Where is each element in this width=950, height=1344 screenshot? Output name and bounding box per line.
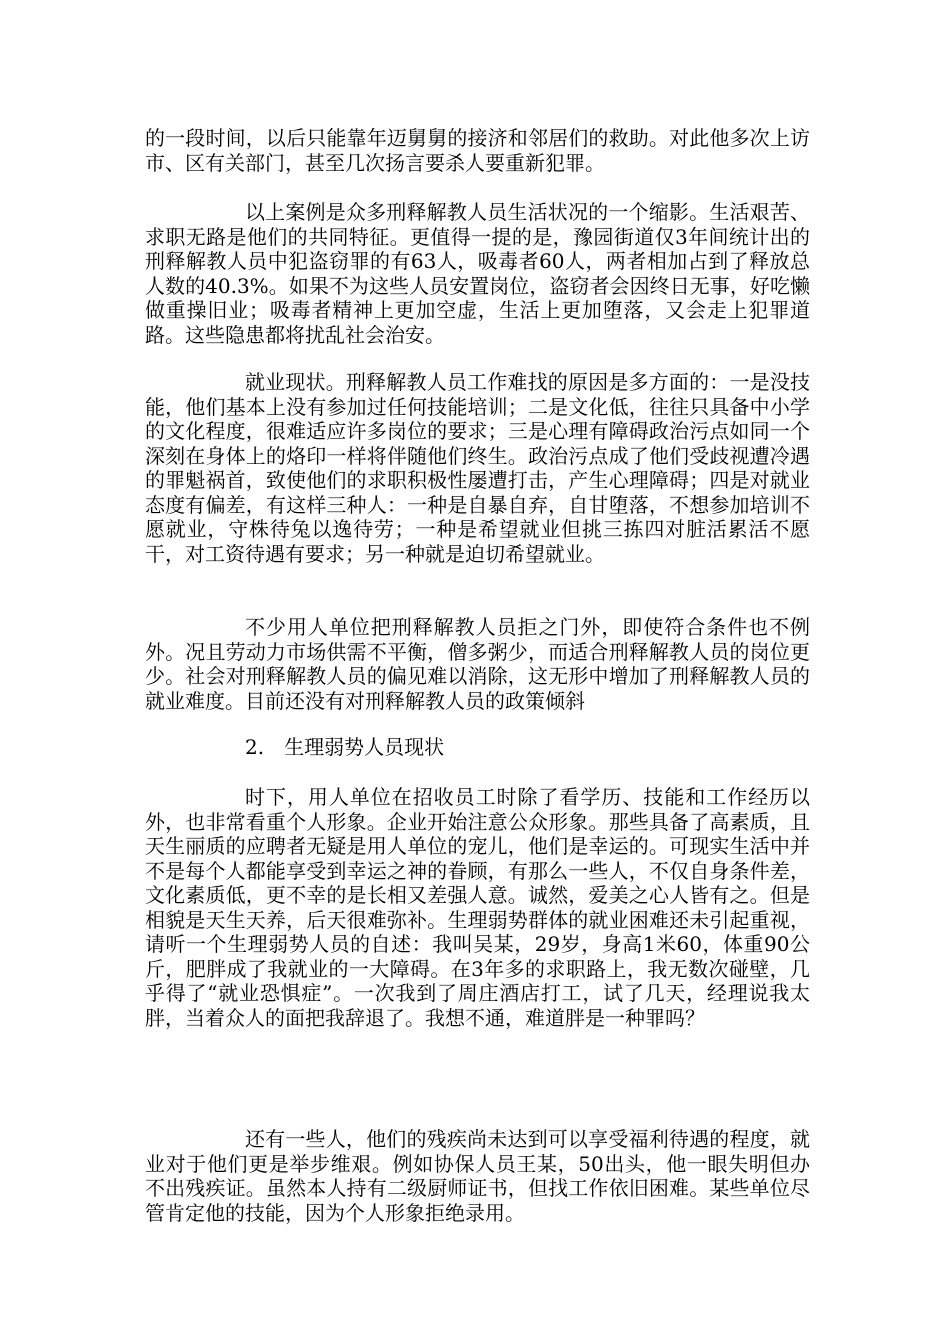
paragraph-case-summary: 以上案例是众多刑释解教人员生活状况的一个缩影。生活艰苦、求职无路是他们的共同特征。更值得一提的是，豫园街道仅3年间统计出的刑释解教人员中犯盗窃罪的有63人，吸毒者60人，两者相加占到了释放总人数的40.3%。如果不为这些人员安置岗位，盗窃者会因终日无事，好吃懒做重操旧业；吸毒者精神上更加空虚，生活上更加堕落，又会走上犯罪道路。这些隐患都将扰乱社会治安。 <box>145 200 810 347</box>
paragraph-continuation: 的一段时间，以后只能靠年迈舅舅的接济和邻居们的救助。对此他多次上访市、区有关部门，甚至几次扬言要杀人要重新犯罪。 <box>145 126 810 175</box>
paragraph-employer-rejection: 不少用人单位把刑释解教人员拒之门外，即使符合条件也不例外。况且劳动力市场供需不平衡，僧多粥少，而适合刑释解教人员的岗位更少。社会对刑释解教人员的偏见难以消除，这无形中增加了刑释解教人员的就业难度。目前还没有对刑释解教人员的政策倾斜 <box>145 615 810 713</box>
paragraph-employment-status: 就业现状。刑释解教人员工作难找的原因是多方面的：一是没技能，他们基本上没有参加过任何技能培训；二是文化低，往往只具备中小学的文化程度，很难适应许多岗位的要求；三是心理有障碍政治污点如同一个深刻在身体上的烙印一样将伴随他们终生。政治污点成了他们受歧视遭冷遇的罪魁祸首，致使他们的求职积极性屡遭打击，产生心理障碍；四是对就业态度有偏差，有这样三种人：一种是自暴自弃，自甘堕落，不想参加培训不愿就业，守株待兔以逸待劳；一种是希望就业但挑三拣四对脏活累活不愿干，对工资待遇有要求；另一种就是迫切希望就业。 <box>145 370 810 566</box>
paragraph-physical-appearance: 时下，用人单位在招收员工时除了看学历、技能和工作经历以外，也非常看重个人形象。企业开始注意公众形象。那些具备了高素质，且天生丽质的应聘者无疑是用人单位的宠儿，他们是幸运的。可现实生活中并不是每个人都能享受到幸运之神的眷顾，有那么一些人，不仅自身条件差，文化素质低，更不幸的是长相又差强人意。诚然，爱美之心人皆有之。但是相貌是天生天养，后天很难弥补。生理弱势群体的就业困难还未引起重视，请听一个生理弱势人员的自述：我叫吴某，29岁，身高1米60，体重90公斤，肥胖成了我就业的一大障碍。在3年多的求职路上，我无数次碰壁，几乎得了“就业恐惧症”。一次我到了周庄酒店打工，试了几天，经理说我太胖，当着众人的面把我辞退了。我想不通，难道胖是一种罪吗？ <box>145 785 810 1030</box>
section-heading: 2. 生理弱势人员现状 <box>245 735 445 759</box>
paragraph-disability: 还有一些人，他们的残疾尚未达到可以享受福利待遇的程度，就业对于他们更是举步维艰。例如协保人员王某，50出头，他一眼失明但办不出残疾证。虽然本人持有二级厨师证书，但找工作依旧困难。某些单位尽管肯定他的技能，因为个人形象拒绝录用。 <box>145 1127 810 1225</box>
